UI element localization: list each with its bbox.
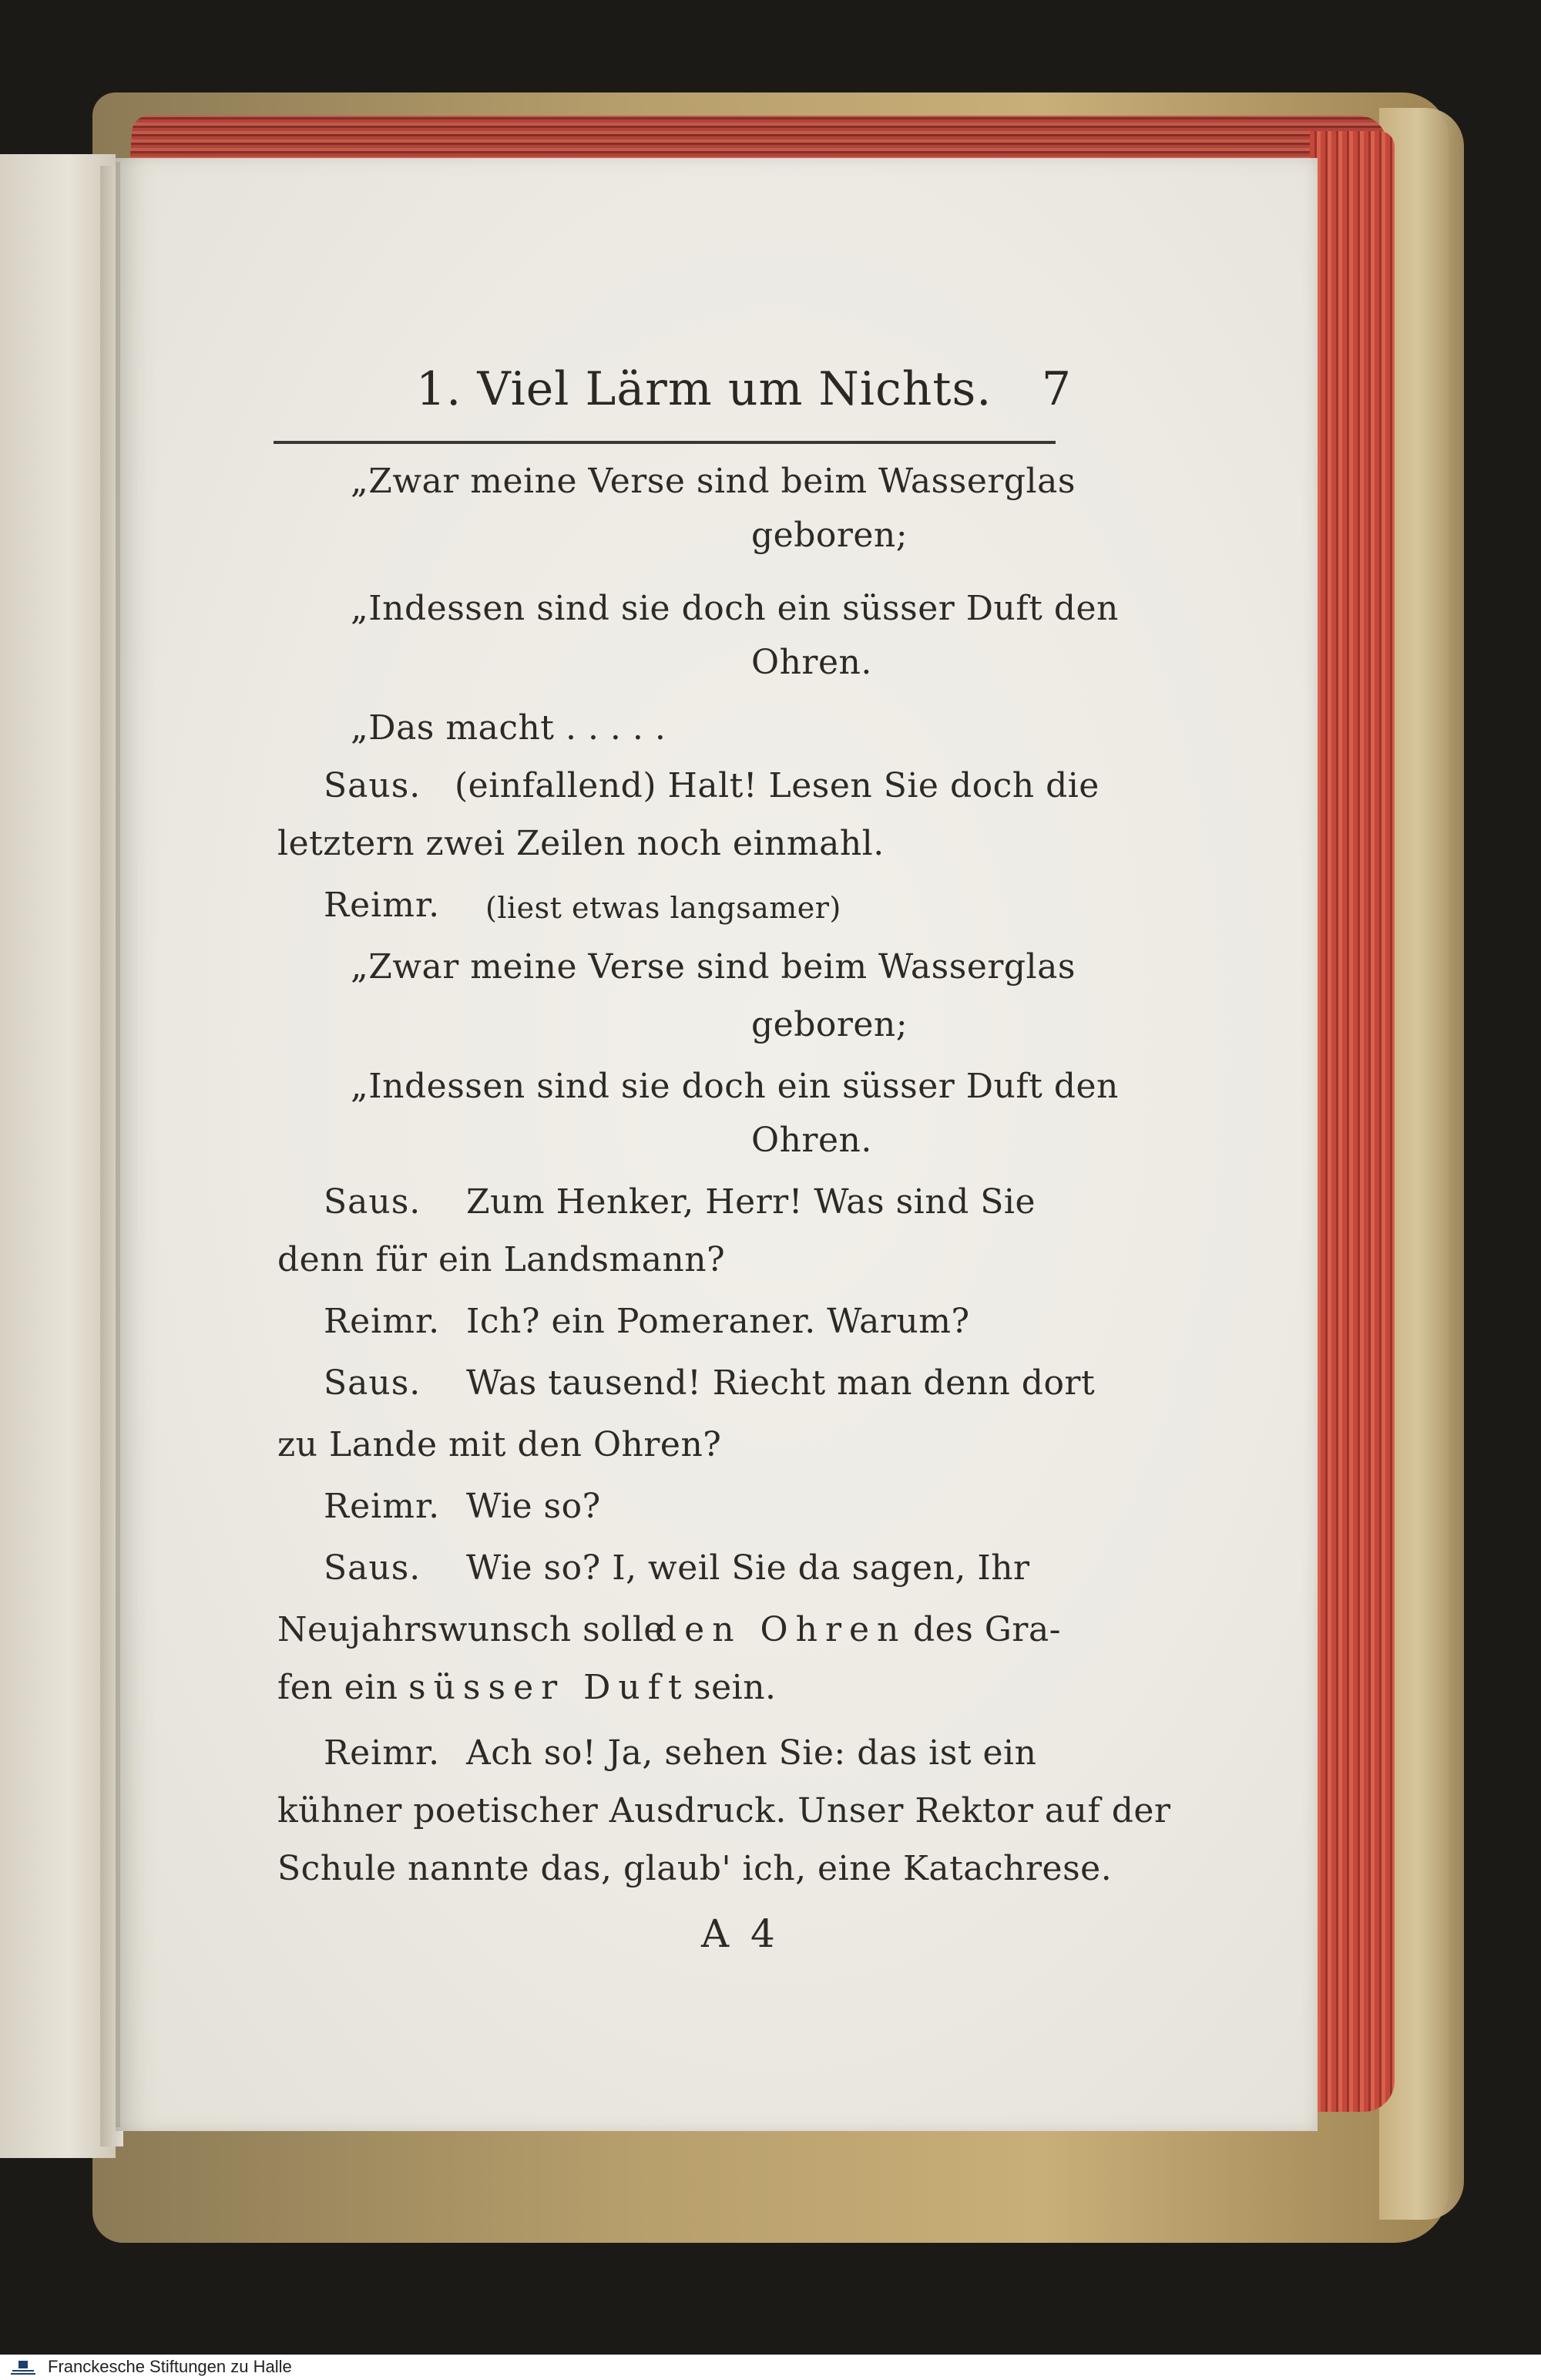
- footer-institution: Franckesche Stiftungen zu Halle: [48, 2357, 292, 2376]
- text-line: Wie so?: [466, 1487, 601, 1526]
- speaker-label: Reimr.: [324, 1487, 441, 1526]
- speaker-label: Saus.: [324, 1182, 421, 1222]
- gutter: [116, 162, 120, 2127]
- page-number: 7: [1041, 362, 1071, 416]
- header-rule: [274, 441, 1056, 444]
- emphasized-text: süsser Duft: [408, 1668, 690, 1707]
- signature-mark: A 4: [701, 1911, 780, 1956]
- speaker-label: Saus.: [324, 1548, 421, 1588]
- text-line: denn für ein Landsmann?: [277, 1240, 726, 1279]
- text-line: Ach so! Ja, sehen Sie: das ist ein: [466, 1733, 1037, 1773]
- speaker-label: Reimr.: [324, 1733, 441, 1773]
- institution-logo-icon: [8, 2360, 39, 2375]
- emphasized-text: den Ohren: [655, 1610, 907, 1649]
- text-line: fen ein: [277, 1668, 398, 1707]
- text-line: des Gra-: [913, 1610, 1062, 1649]
- text-line: „Das macht . . . . .: [351, 708, 666, 748]
- speaker-label: Saus.: [324, 766, 421, 805]
- text-line: Wie so? I, weil Sie da sagen, Ihr: [466, 1548, 1030, 1588]
- text-line: kühner poetischer Ausdruck. Unser Rektor auf der: [277, 1791, 1171, 1830]
- text-line: sein.: [693, 1668, 777, 1707]
- text-line: zu Lande mit den Ohren?: [277, 1425, 722, 1464]
- text-line: „Zwar meine Verse sind beim Wasserglas: [351, 947, 1076, 987]
- text-line: „Indessen sind sie doch ein süsser Duft den: [351, 589, 1119, 628]
- text-line: Ohren.: [751, 1121, 872, 1160]
- text-line: Was tausend! Riecht man denn dort: [466, 1363, 1096, 1403]
- text-line: Ich? ein Pomeraner. Warum?: [466, 1302, 970, 1341]
- running-head-title: 1. Viel Lärm um Nichts.: [416, 362, 992, 416]
- running-header: [416, 362, 1071, 432]
- text-line: Zum Henker, Herr! Was sind Sie: [466, 1182, 1036, 1222]
- text-line: geboren;: [751, 516, 908, 555]
- text-line: „Indessen sind sie doch ein süsser Duft den: [351, 1067, 1119, 1106]
- speaker-label: Reimr.: [324, 1302, 441, 1341]
- left-page: [0, 154, 116, 2158]
- book-page: [116, 158, 1318, 2131]
- text-line: letztern zwei Zeilen noch einmahl.: [277, 824, 885, 863]
- text-line: Neujahrswunsch solle: [277, 1610, 664, 1649]
- text-line: Schule nannte das, glaub' ich, eine Katachrese.: [277, 1849, 1113, 1888]
- stage-direction: (liest etwas langsamer): [485, 891, 841, 925]
- speaker-label: Saus.: [324, 1363, 421, 1403]
- speaker-label: Reimr.: [324, 886, 441, 925]
- side-page-edge: [1310, 131, 1395, 2112]
- text-line: (einfallend) Halt! Lesen Sie doch die: [455, 766, 1100, 805]
- text-line: geboren;: [751, 1005, 908, 1044]
- text-line: Ohren.: [751, 643, 872, 682]
- text-line: „Zwar meine Verse sind beim Wasserglas: [351, 462, 1076, 501]
